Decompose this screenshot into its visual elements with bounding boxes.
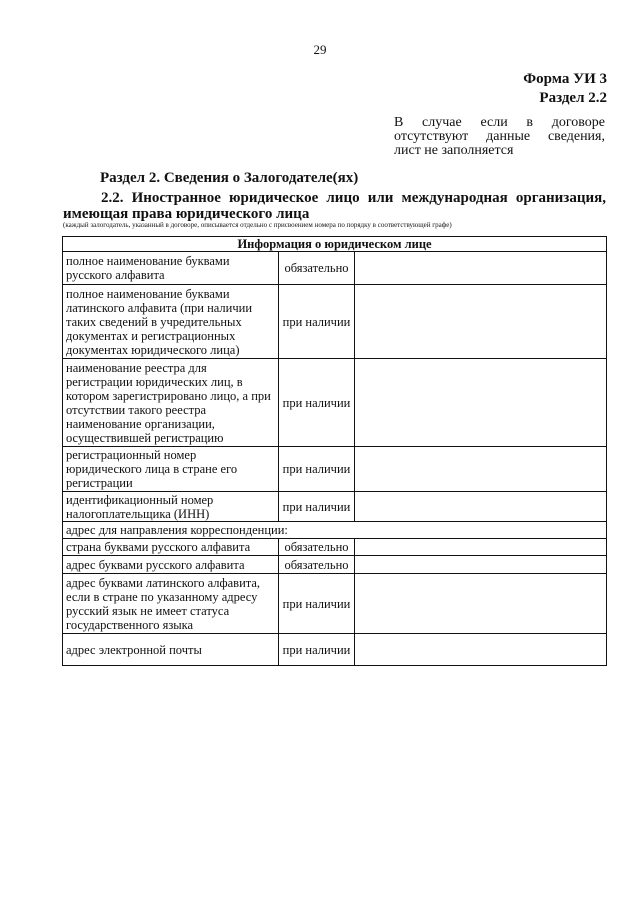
field-value-cell[interactable] bbox=[355, 252, 607, 285]
subsection-line: 2.2. Иностранное юридическое лицо или международная организация, bbox=[101, 190, 606, 206]
field-status: при наличии bbox=[279, 359, 355, 447]
page-number: 29 bbox=[313, 42, 327, 57]
field-value-cell[interactable] bbox=[355, 359, 607, 447]
table-row bbox=[63, 522, 607, 539]
field-label: полное наименование буквами латинского алфавита (при наличии таких сведений в учредительных документах и регистрационных документах юридического лица) bbox=[63, 285, 279, 359]
section-title: Раздел 2. Сведения о Залогодателе(ях) bbox=[100, 170, 359, 186]
note-line: лист не заполняется bbox=[394, 143, 514, 158]
field-status: при наличии bbox=[279, 574, 355, 634]
field-value-cell[interactable] bbox=[355, 539, 607, 556]
field-label: адрес электронной почты bbox=[63, 634, 279, 666]
footnote: (каждый залогодатель, указанный в договоре, описывается отдельно с присвоением номера по порядку в соответствующей графе) bbox=[63, 221, 452, 229]
field-value-cell[interactable] bbox=[355, 634, 607, 666]
field-value-cell[interactable] bbox=[355, 556, 607, 574]
address-group-label: адрес для направления корреспонденции: bbox=[63, 522, 607, 539]
table-row bbox=[63, 556, 607, 574]
field-label: полное наименование буквами русского алфавита bbox=[63, 252, 279, 285]
table-header: Информация о юридическом лице bbox=[63, 237, 607, 252]
field-value-cell[interactable] bbox=[355, 492, 607, 522]
subsection-title bbox=[63, 190, 606, 222]
table-row bbox=[63, 285, 607, 359]
field-value-cell[interactable] bbox=[355, 447, 607, 492]
table-row bbox=[63, 252, 607, 285]
form-title: Форма УИ 3 bbox=[523, 71, 607, 87]
field-status: при наличии bbox=[279, 634, 355, 666]
table-row bbox=[63, 359, 607, 447]
field-label: страна буквами русского алфавита bbox=[63, 539, 279, 556]
field-label: наименование реестра для регистрации юридических лиц, в котором зарегистрировано лицо, а при отсутствии такого реестра наименование организации, осуществившей регистрацию bbox=[63, 359, 279, 447]
field-status: при наличии bbox=[279, 492, 355, 522]
table-row bbox=[63, 634, 607, 666]
field-label: адрес буквами латинского алфавита, если в стране по указанному адресу русский язык не имеет статуса государственного языка bbox=[63, 574, 279, 634]
subsection-line: имеющая права юридического лица bbox=[63, 206, 310, 222]
field-label: адрес буквами русского алфавита bbox=[63, 556, 279, 574]
note-line: отсутствуют данные сведения, bbox=[394, 129, 605, 144]
field-status: обязательно bbox=[279, 556, 355, 574]
table-row bbox=[63, 539, 607, 556]
note-line: В случае если в договоре bbox=[394, 115, 605, 130]
form-identifier bbox=[523, 70, 607, 108]
field-status: при наличии bbox=[279, 285, 355, 359]
field-status: обязательно bbox=[279, 539, 355, 556]
field-status: обязательно bbox=[279, 252, 355, 285]
field-value-cell[interactable] bbox=[355, 285, 607, 359]
field-label: регистрационный номер юридического лица в стране его регистрации bbox=[63, 447, 279, 492]
fill-note bbox=[394, 116, 605, 158]
field-value-cell[interactable] bbox=[355, 574, 607, 634]
field-status: при наличии bbox=[279, 447, 355, 492]
table-row bbox=[63, 574, 607, 634]
table-row bbox=[63, 447, 607, 492]
form-section: Раздел 2.2 bbox=[539, 90, 607, 106]
field-label: идентификационный номер налогоплательщика (ИНН) bbox=[63, 492, 279, 522]
table-header-row bbox=[63, 237, 607, 252]
legal-entity-info-table bbox=[62, 236, 607, 666]
table-row bbox=[63, 492, 607, 522]
